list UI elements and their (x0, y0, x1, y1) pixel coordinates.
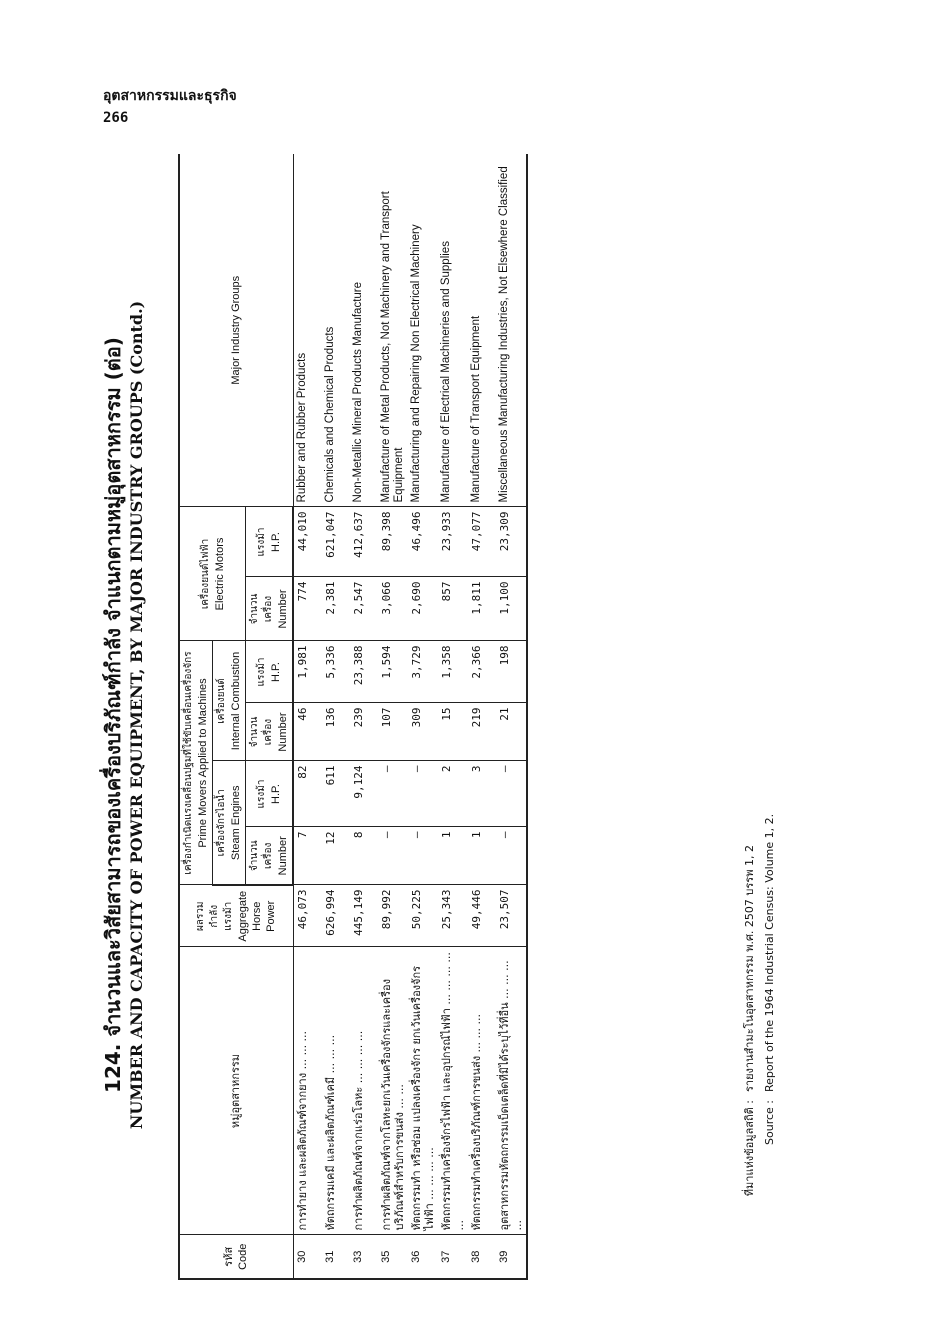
table-row: 35 การทำผลิตภัณฑ์จากโลหะยกเว้นเครื่องจักรและเครื่องบริภัณฑ์สำหรับการขนส่ง ... ... 89,992 – – 107 1,594 3,066 89,398 Manufacture of Metal Products, Not Machinery and Transport Equipment (378, 154, 408, 1279)
table-row: 33 การทำผลิตภัณฑ์จากแร่อโลหะ ... ... ... ... 445,149 8 9,124 239 23,388 2,547 412,637 Non-Metallic Mineral Products Manufacture (350, 154, 378, 1279)
source-note (740, 814, 780, 1220)
section-title: อุตสาหกรรมและธุรกิจ (103, 88, 237, 104)
header-electric-motors: เครื่องยนต์ไฟฟ้า Electric Motors (179, 507, 246, 641)
table-row: 37 หัตถกรรมทำเครื่องจักรไฟฟ้า และอุปกรณ์ไฟฟ้า ... ... ... ... ... 25,343 1 2 15 1,358 857 23,933 Manufacture of Electrical Machineries and Supplies (438, 154, 468, 1279)
power-equipment-table (178, 154, 528, 1280)
header-aggregate: ผลรวม กำลัง แรงม้า Aggregate Horse Power (179, 885, 293, 947)
table-row: 36 หัตถกรรมทำ หรือซ่อม แปลงเครื่องจักร ยกเว้นเครื่องจักรไฟฟ้า ... ... ... ... 50,225 – – 309 3,729 2,690 46,496 Manufacturing and Repairing Non Electrical Machinery (408, 154, 438, 1279)
title-english: NUMBER AND CAPACITY OF POWER EQUIPMENT, BY MAJOR INDUSTRY GROUPS (Contd.) (127, 300, 146, 1130)
header-ic-number: จำนวน เครื่อง Number (246, 703, 294, 761)
header-internal-combustion: เครื่องยนต์ Internal Combustion (213, 641, 246, 761)
header-steam-hp: แรงม้า H.P. (246, 761, 294, 827)
source-thai-text: รายงานสำมะโนอุตสาหกรรม พ.ศ. 2507 บรรพ 1, 2 (743, 845, 756, 1092)
title-thai: 124. จำนวนและวิสัยสามารถของเครื่องบริภัณฑ์กำลัง จำแนกตามหมู่อุตสาหกรรม (ต่อ) (101, 337, 125, 1093)
header-em-hp: แรงม้า H.P. (246, 507, 294, 577)
page-number: 266 (103, 110, 129, 126)
table-row: 39 อุตสาหกรรมหัตถกรรมเบ็ดเตล็ดที่มิได้ระบุไว้ที่อื่น ... ... ... ... 23,507 – – 21 198 1,100 23,309 Miscellaneous Manufacturing Industries, Not Elsewhere Classified (496, 154, 527, 1279)
header-ic-hp: แรงม้า H.P. (246, 641, 294, 703)
source-thai-label: ที่มาแห่งข้อมูลสถิติ : (743, 1100, 756, 1197)
header-major-groups: Major Industry Groups (179, 154, 293, 507)
table-title (100, 140, 148, 1290)
table-row: 38 หัตถกรรมทำเครื่องบริภัณฑ์การขนส่ง ... ... ... 49,446 1 3 219 2,366 1,811 47,077 Manufacture of Transport Equipment (468, 154, 496, 1279)
page-header (103, 86, 237, 128)
rotated-table-sheet (100, 130, 805, 1300)
header-steam-number: จำนวน เครื่อง Number (246, 827, 294, 885)
header-group-thai: หมู่อุตสาหกรรม (179, 947, 293, 1235)
header-steam-engines: เครื่องจักรไอน้ำ Steam Engines (213, 761, 246, 885)
header-code: รหัส Code (179, 1235, 293, 1279)
header-em-number: จำนวน เครื่อง Number (246, 577, 294, 641)
header-prime-movers: เครื่องกำเนิดแรงเคลื่อนปฐมที่ใช้ขับเคลื่อนเครื่องจักร Prime Movers Applied to Machines (179, 641, 213, 885)
table-row: 30 การทำยาง และผลิตภัณฑ์จากยาง ... ... ... 46,073 7 82 46 1,981 774 44,010 Rubber and Rubber Products (293, 154, 322, 1279)
table-row: 31 หัตถกรรมเคมี และผลิตภัณฑ์เคมี ... ... ... 626,994 12 611 136 5,336 2,381 621,047 Chemicals and Chemical Products (322, 154, 350, 1279)
source-english-label: Source : (763, 1100, 776, 1145)
source-english-text: Report of the 1964 Industrial Census: Volume 1, 2. (763, 813, 776, 1092)
